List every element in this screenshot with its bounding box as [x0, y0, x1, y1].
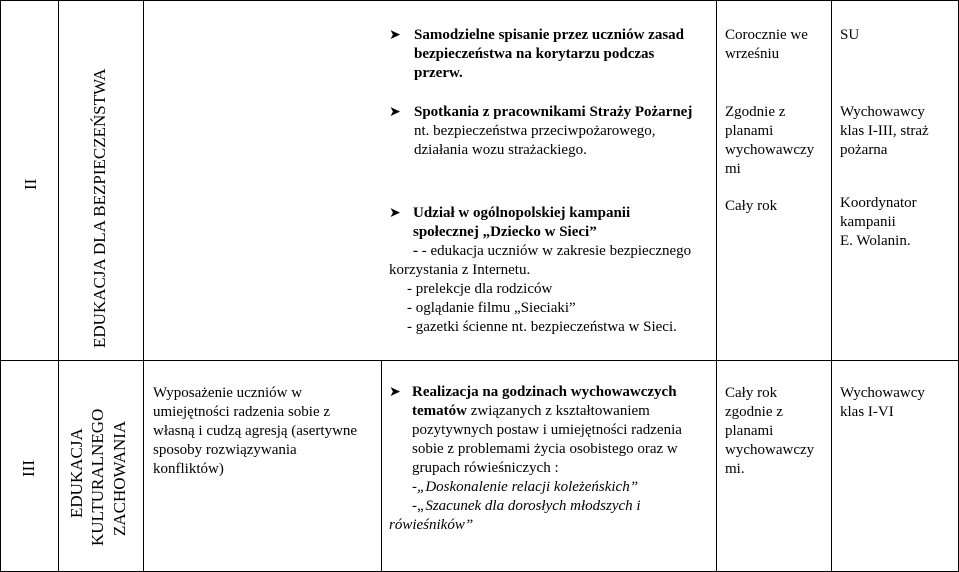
task-text: Udział w ogólnopolskiej kampanii społecznej „Dziecko w Sieci” - - edukacja uczniów w zakresie bezpiecznego [413, 205, 692, 259]
arrowhead-bullet-icon: ➤ [389, 104, 401, 120]
responsible-cell: SU [840, 27, 860, 43]
row-category-line: EDUKACJA [67, 428, 86, 518]
task-text: Samodzielne spisanie przez uczniów zasad bezpieczeństwa na korytarzu podczas przerw. [414, 27, 684, 81]
arrowhead-bullet-icon: ➤ [389, 27, 401, 43]
row-category-line: KULTURALNEGO [88, 408, 107, 546]
arrowhead-bullet-icon: ➤ [389, 205, 401, 221]
term-cell: Zgodnie z planami wychowawczy mi [725, 104, 815, 177]
row-number: II [21, 178, 40, 190]
row-category-line: ZACHOWANIA [110, 420, 129, 536]
term-cell: Cały rok zgodnie z planami wychowawczy mi. [725, 385, 815, 477]
term-cell: Corocznie we wrześniu [725, 27, 808, 62]
row-category: EDUKACJA DLA BEZPIECZEŃSTWA [90, 68, 109, 348]
col-line-3 [381, 361, 382, 572]
col-line-2 [143, 0, 144, 572]
task-line: związanych z kształtowaniem [466, 403, 650, 419]
responsible-cell: Wychowawcy klas I-III, straż pożarna [840, 104, 929, 158]
col-line-0 [0, 0, 1, 572]
task-text-continued: korzystania z Internetu. - prelekcje dla rodziców - oglądanie filmu „Sieciaki” - gazetki ścienne nt. bezpieczeństwa w Sieci. [389, 262, 677, 335]
task-line: tematów [412, 403, 467, 419]
task-line: - edukacja uczniów w zakresie bezpiecznego [421, 243, 692, 259]
goal-cell: Wyposażenie uczniów w umiejętności radzenia sobie z własną i cudzą agresją (asertywne sposoby rozwiązywania konfliktów) [153, 385, 358, 477]
row-number: III [19, 460, 38, 477]
term-cell: Cały rok [725, 198, 778, 214]
responsible-cell: Koordynator kampanii E. Wolanin. [840, 195, 917, 249]
responsible-cell: Wychowawcy klas I-VI [840, 385, 925, 420]
task-text: Realizacja na godzinach wychowawczych tematów związanych z kształtowaniem pozytywnych postaw i umiejętności radzenia sobie z problemami życia osobistego oraz w grupach rówieśniczych : -„Doskonalenie relacji koleżeńskich” -„Szacunek dla dorosłych młodszych i [412, 384, 682, 514]
arrowhead-bullet-icon: ➤ [389, 384, 401, 400]
col-line-5 [831, 0, 832, 572]
task-text: Spotkania z pracownikami Straży Pożarnej nt. bezpieczeństwa przeciwpożarowego, działania wozu strażackiego. [414, 104, 693, 158]
col-line-1 [58, 0, 59, 572]
task-text-continued: rówieśników” [389, 517, 474, 533]
col-line-4 [716, 0, 717, 572]
